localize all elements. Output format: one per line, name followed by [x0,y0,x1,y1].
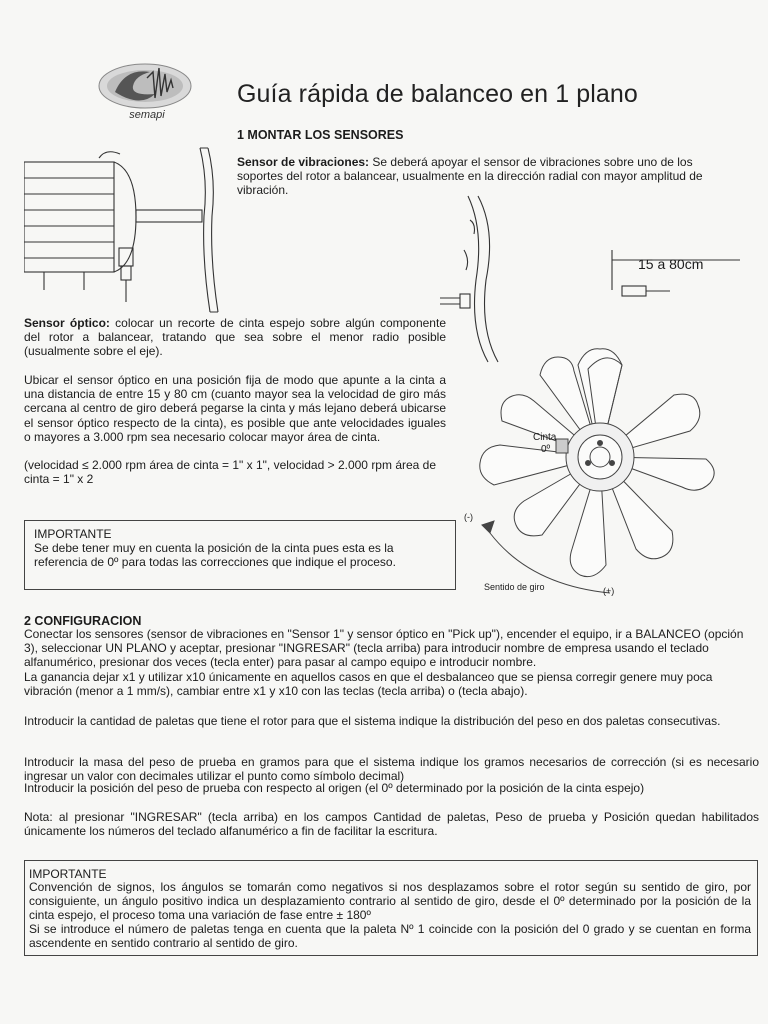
important-box-1 [24,520,456,590]
page-title: Guía rápida de balanceo en 1 plano [237,80,638,108]
important-box-2 [24,860,758,956]
distance-label: 15 a 80cm [638,256,704,272]
vibration-sensor-label: Sensor de vibraciones: [237,155,370,169]
svg-text:semapi: semapi [129,109,165,121]
fan-label-plus: (+) [603,586,615,596]
config-paragraph-4: Introducir la masa del peso de prueba en gramos para que el sistema indique los gramos necesarios de corrección (si es necesario ingresar un valor con decimales utilizar el punto como símbolo decimal) [24,755,759,784]
config-note-paragraph: Nota: al presionar "INGRESAR" (tecla arriba) en los campos Cantidad de paletas, Peso de prueba y Posición quedan habilitados únicamente los números del teclado alfanumérico a fin de facilitar la escritura. [24,810,759,839]
motor-sensor-illustration [24,140,234,320]
important-box-2-title: IMPORTANTE [29,867,107,881]
fan-label-cinta: Cinta [533,432,557,443]
fan-label-rotation: Sentido de giro [484,582,545,592]
tape-area-paragraph: (velocidad ≤ 2.000 rpm área de cinta = 1" x 1", velocidad > 2.000 rpm área de cinta = 1" x 2 [24,458,437,487]
fan-label-zero: 0º [541,444,551,455]
company-logo [95,58,195,124]
section1-heading: 1 MONTAR LOS SENSORES [237,128,404,142]
section2-heading: 2 CONFIGURACION [24,614,142,628]
vibration-sensor-text: Se deberá apoyar el sensor de vibraciones sobre uno de los soportes del rotor a balancear, usualmente en la dirección radial con mayor amplitud de vibración. [237,155,703,198]
important-box-1-text: Se debe tener muy en cuenta la posición de la cinta pues esta es la referencia de 0º para todas las correcciones que indique el proceso. [34,541,396,570]
fan-front-view-illustration [460,335,760,605]
config-paragraph-5: Introducir la posición del peso de prueba con respecto al origen (el 0º determinado por la posición de la cinta espejo) [24,781,645,795]
important-box-2-text-1: Convención de signos, los ángulos se tomarán como negativos si nos desplazamos sobre el rotor según su sentido de giro, por consiguiente, un ángulo positivo indica un desplazamiento contrario al sentido de giro, desde el 0º determinado por la posición de la cinta espejo, el proceso toma una variación de fase entre ± 180º [29,880,751,923]
important-box-1-title: IMPORTANTE [34,527,112,541]
config-paragraph-2: La ganancia dejar x1 y utilizar x10 únicamente en aquellos casos en que el desbalanceo que se piensa corregir genere muy poca vibración (menor a 1 mm/s), cambiar entre x1 y x10 con las teclas (tecla arriba) o (tecla abajo). [24,670,713,699]
config-paragraph-1: Conectar los sensores (sensor de vibraciones en "Sensor 1" y sensor óptico en "Pick up"), encender el equipo, ir a BALANCEO (opción 3), seleccionar UN PLANO y aceptar, presionar "INGRESAR" (tecla arriba) para introducir nombre de empresa usando el teclado alfanumérico, presionar dos veces (tecla enter) para pasar al campo equipo e introducir nombre. [24,627,744,670]
optical-sensor-text: colocar un recorte de cinta espejo sobre algún componente del rotor a balancear, tratando que sea sobre el menor radio posible (usualmente sobre el eje). [24,316,446,359]
placement-paragraph: Ubicar el sensor óptico en una posición fija de modo que apunte a la cinta a una distancia de entre 15 y 80 cm (cuanto mayor sea la velocidad de giro más cercana al centro de giro deberá pegarse la cinta y más lejano deberá ubicarse el sensor óptico respecto de la cinta), es posible que ante velocidades iguales o mayores a 3.000 rpm sea necesario colocar mayor área de cinta. [24,373,446,444]
optical-sensor-paragraph [24,316,446,359]
important-box-2-text-2: Si se introduce el número de paletas tenga en cuenta que la paleta Nº 1 coincide con la posición del 0 grado y se cuentan en forma ascendente en sentido contrario al sentido de giro. [29,922,751,951]
optical-sensor-label: Sensor óptico: [24,316,110,330]
fan-label-minus: (-) [464,512,473,522]
config-paragraph-3: Introducir la cantidad de paletas que tiene el rotor para que el sistema indique la distribución del peso en dos paletas consecutivas. [24,714,721,728]
